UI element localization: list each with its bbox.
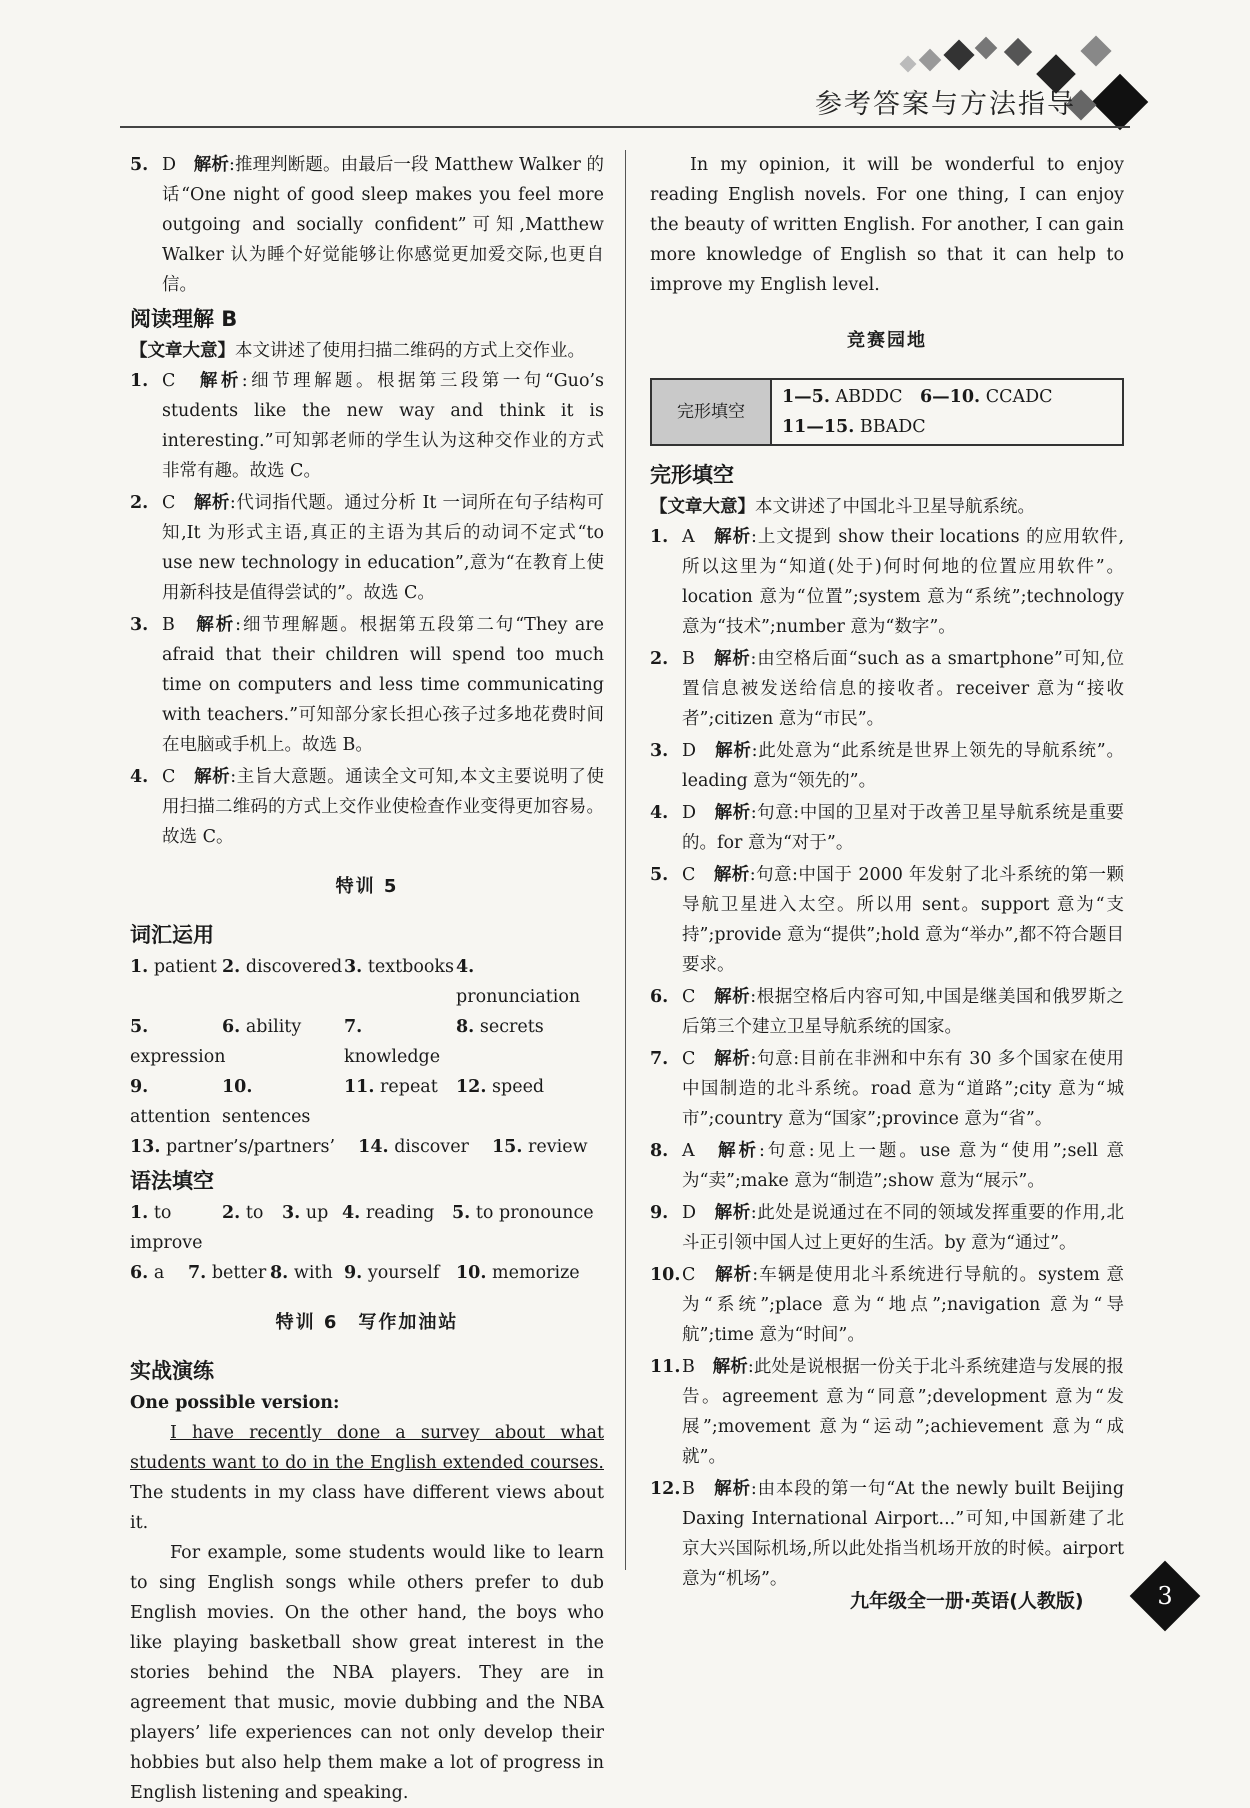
answer-item: 12.B 解析:由本段的第一句“At the newly built Beijing Daxing International Airport...”可知,中国新建了北京大兴国际机场,所以此处指当机场开放的时候。airport 意为“机场”。 (650, 1479, 1125, 1589)
item-answer: C (162, 371, 176, 391)
grammar-answer: 9. yourself (344, 1263, 440, 1283)
grammar-answer: 4. reading (342, 1203, 435, 1223)
version-label: One possible version: (130, 1393, 340, 1413)
vocab-answer: 7. knowledge (344, 1017, 441, 1067)
training-heading: 特训 6 写作加油站 (275, 1312, 459, 1333)
item-answer: C (162, 767, 176, 787)
answer-item: 8. A 解析:句意:见上一题。use 意为“使用”;sell 意为“卖”;make 意为“制造”;show 意为“展示”。 (650, 1141, 1124, 1191)
footer-book-title: 九年级全一册·英语(人教版) (850, 1590, 1084, 1612)
item-text: :代词指代题。通过分析 It 一词所在句子结构可知,It 为形式主语,真正的主语为其后的动词不定式“to use new technology in education”,意为“在教育上使用新科技是值得尝试的”。故选 C。 (162, 493, 605, 603)
item-number: 3. (130, 615, 149, 635)
section-heading: 阅读理解 B (130, 307, 238, 331)
article-summary (130, 336, 604, 366)
summary-text: 本文讲述了使用扫描二维码的方式上交作业。 (235, 341, 585, 361)
item-number: 2. (130, 493, 149, 513)
answer-item (130, 488, 604, 608)
vocab-answer: 1. patient (130, 957, 217, 977)
right-column (650, 150, 1124, 1596)
essay (130, 1418, 604, 1808)
vocab-answer: 10. sentences (222, 1077, 311, 1127)
item-number: 1. (130, 371, 149, 391)
answer-table-values (772, 380, 1063, 444)
answer-item: 6. C 解析:根据空格后内容可知,中国是继美国和俄罗斯之后第三个建立卫星导航系统的国家。 (650, 987, 1124, 1037)
answer-item: 7. C 解析:句意:目前在非洲和中东有 30 多个国家在使用中国制造的北斗系统。road 意为“道路”;city 意为“城市”;country 意为“国家”;province 意为“省”。 (650, 1049, 1125, 1129)
grammar-answers (130, 1198, 604, 1258)
answer-item: 1. A 解析:上文提到 show their locations 的应用软件,所以这里为“知道(处于)何时何地的位置应用软件”。location 意为“位置”;system 意为“系统”;technology 意为“技术”;number 意为“数字”。 (650, 527, 1125, 637)
contest-heading: 竞赛园地 (847, 330, 927, 351)
item-text: :细节理解题。根据第三段第一句“Guo’s students like the new way and think it is interesting.”可知郭老师的学生认为这种交作业的方式非常有趣。故选 C。 (162, 371, 605, 481)
summary-label: 【文章大意】 (650, 497, 755, 517)
item-text: :主旨大意题。通读全文可知,本文主要说明了使用扫描二维码的方式上交作业使检查作业变得更加容易。故选 C。 (162, 767, 604, 847)
vocab-answer: 6. ability (222, 1017, 302, 1037)
summary-text: 本文讲述了中国北斗卫星导航系统。 (755, 497, 1035, 517)
item-analysis-label: 解析 (193, 155, 229, 175)
vocab-answer: 9. attention (130, 1077, 211, 1127)
grammar-answers (130, 1258, 604, 1288)
training-heading: 特训 5 (335, 876, 399, 897)
item-text: :推理判断题。由最后一段 Matthew Walker 的话“One night of good sleep makes you feel more outgoing and socially confident”可知,Matthew Walker 认为睡个好觉能够让你感觉更加爱交际,也更自信。 (162, 155, 605, 295)
grammar-answer: 8. with (270, 1263, 333, 1283)
answer-item: 10.C 解析:车辆是使用北斗系统进行导航的。system 意为“系统”;place 意为“地点”;navigation 意为“导航”;time 意为“时间”。 (650, 1265, 1125, 1345)
vocab-answer: 8. secrets (456, 1017, 544, 1037)
header-rule (120, 126, 1130, 128)
header-decoration (975, 37, 998, 60)
header-decoration (1092, 74, 1149, 131)
answer-item: 4. D 解析:句意:中国的卫星对于改善卫星导航系统是重要的。for 意为“对于”。 (650, 803, 1124, 853)
item-analysis-label: 解析 (194, 767, 231, 787)
grammar-answer: 2. to (222, 1203, 264, 1223)
answer-item: 2. B 解析:由空格后面“such as a smartphone”可知,位置信息被发送给信息的接收者。receiver 意为“接收者”;citizen 意为“市民”。 (650, 649, 1124, 729)
vocab-answer: 5. expression (130, 1017, 226, 1067)
header-decoration (943, 39, 974, 70)
grammar-answer: 10. memorize (456, 1263, 580, 1283)
grammar-answer: 5. to pronounce (452, 1203, 594, 1223)
vocab-answer: 4. pronunciation (456, 957, 581, 1007)
answer-table-row: 1—5. ABDDC 6—10. CCADC (782, 387, 1053, 407)
item-analysis-label: 解析 (193, 493, 230, 513)
grammar-answer: 6. a (130, 1263, 165, 1283)
grammar-answer: 1. to improve (130, 1203, 203, 1253)
page-number: 3 (1157, 1582, 1173, 1610)
section-heading: 完形填空 (650, 463, 734, 487)
vocab-answer: 12. speed (456, 1077, 545, 1097)
grammar-answer: 7. better (188, 1263, 267, 1283)
item-answer: C (162, 493, 176, 513)
answer-table-label: 完形填空 (652, 380, 772, 444)
answer-item: 5. C 解析:句意:中国于 2000 年发射了北斗系统的第一颗导航卫星进入太空。所以用 sent。support 意为“支持”;provide 意为“提供”;hold 意为“举办”,都不符合题目要求。 (650, 865, 1125, 975)
answer-item: 3. D 解析:此处意为“此系统是世界上领先的导航系统”。leading 意为“领先的”。 (650, 741, 1125, 791)
left-column (130, 150, 604, 1808)
vocab-answers (130, 952, 604, 1132)
item-number: 5. (130, 155, 149, 175)
vocab-answer: 3. textbooks (344, 957, 455, 977)
vocab-answer: 14. discover (358, 1137, 469, 1157)
vocab-answer: 2. discovered (222, 957, 343, 977)
vocab-answers-last-row (130, 1132, 604, 1162)
answer-item (130, 366, 604, 486)
answer-item: 11.B 解析:此处是说根据一份关于北斗系统建造与发展的报告。agreement 意为“同意”;development 意为“发展”;movement 意为“运动”;achievement 意为“成就”。 (650, 1357, 1125, 1467)
answer-table (650, 378, 1124, 446)
vocab-answer: 15. review (492, 1137, 588, 1157)
essay-paragraph (130, 1418, 604, 1538)
section-heading: 语法填空 (130, 1169, 214, 1193)
item-text: :细节理解题。根据第五段第二句“They are afraid that their children will spend too much time on computers and less time communicating with teachers.”可知部分家长担心孩子过多地花费时间在电脑或手机上。故选 B。 (162, 615, 605, 755)
vocab-answer: 11. repeat (344, 1077, 438, 1097)
section-heading: 词汇运用 (130, 923, 214, 947)
header-decoration (900, 56, 917, 73)
answer-table-row: 11—15. BBADC (782, 417, 926, 437)
header-decoration (1080, 35, 1111, 66)
summary-label: 【文章大意】 (130, 341, 235, 361)
grammar-answer: 3. up (282, 1203, 329, 1223)
answer-item: 9. D 解析:此处是说通过在不同的领域发挥重要的作用,北斗正引领中国人过上更好的生活。by 意为“通过”。 (650, 1203, 1124, 1253)
answer-item (130, 150, 604, 300)
item-analysis-label: 解析 (199, 371, 242, 391)
vocab-answer: 13. partner’s/partners’ (130, 1137, 336, 1157)
item-analysis-label: 解析 (196, 615, 236, 635)
column-divider (625, 150, 626, 1570)
essay-underlined-sentence: I have recently done a survey about what students want to do in the English extended courses. (130, 1423, 604, 1473)
item-answer: B (162, 615, 175, 635)
page-number-badge (1130, 1561, 1201, 1632)
header-decoration (919, 49, 942, 72)
essay-continued (650, 150, 1124, 300)
item-number: 4. (130, 767, 149, 787)
page-header-title: 参考答案与方法指导 (815, 89, 1076, 120)
answer-item (130, 610, 604, 760)
answer-item (130, 762, 604, 852)
essay-paragraph: For example, some students would like to learn to sing English songs while others prefer to dub English movies. On the other hand, the boys who like playing basketball show great interest in the stories behind the NBA players. They are in agreement that music, movie dubbing and the NBA players’ life experiences can not only develop their hobbies but also help them make a lot of progress in English listening and speaking. (130, 1543, 604, 1803)
section-heading: 实战演练 (130, 1359, 214, 1383)
item-answer: D (162, 155, 177, 175)
header-decoration (1004, 38, 1032, 66)
article-summary (650, 492, 1124, 522)
essay-text: The students in my class have different views about it. (130, 1483, 604, 1533)
essay-paragraph: In my opinion, it will be wonderful to enjoy reading English novels. For one thing, I can enjoy the beauty of written English. For another, I can gain more knowledge of English so that it can help to improve my English level. (650, 155, 1124, 295)
